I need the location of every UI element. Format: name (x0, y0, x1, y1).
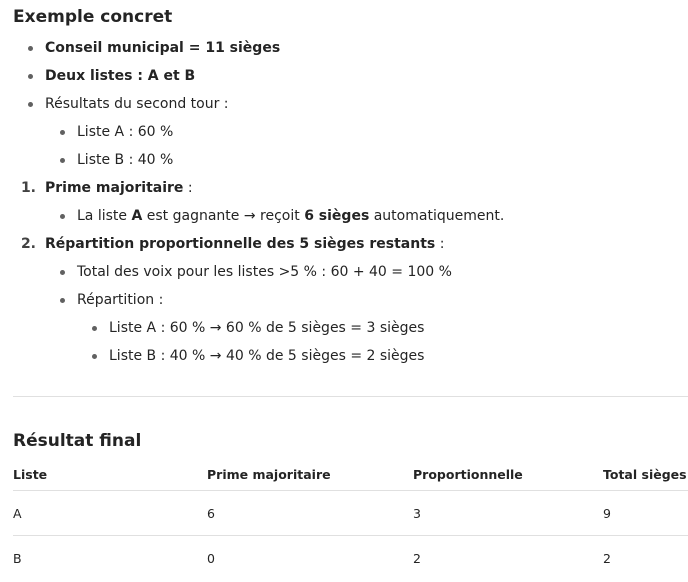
text-bold-list-a: A (131, 208, 143, 224)
text-segment: est gagnante → reçoit (142, 208, 305, 224)
item-list-b: Liste B : 40 % (77, 152, 174, 168)
table-header-proportional: Proportionnelle (413, 467, 523, 482)
bullet (28, 102, 33, 107)
table-row-rule (13, 535, 688, 536)
bullet (28, 74, 33, 79)
table-cell-proportional: 3 (413, 506, 421, 521)
step-2-calc-a: Liste A : 60 % → 60 % de 5 sièges = 3 sièges (109, 320, 425, 336)
item-results: Résultats du second tour : (45, 96, 229, 112)
section-title-final: Résultat final (13, 431, 142, 451)
table-cell-proportional: 2 (413, 551, 421, 566)
table-cell-total: 9 (603, 506, 611, 521)
step-2-title: Répartition proportionnelle des 5 sièges restants (45, 236, 436, 252)
step-2-repartition: Répartition : (77, 292, 164, 308)
text-segment: La liste (77, 208, 132, 224)
table-cell-list: A (13, 506, 22, 521)
item-lists: Deux listes : A et B (45, 68, 196, 84)
table-cell-bonus: 6 (207, 506, 215, 521)
step-1-title: Prime majoritaire (45, 180, 184, 196)
table-header-list: Liste (13, 467, 48, 482)
text-bold-seats: 6 sièges (304, 208, 370, 224)
section-divider (13, 396, 688, 397)
bullet (60, 130, 65, 135)
bullet (60, 214, 65, 219)
item-list-a: Liste A : 60 % (77, 124, 174, 140)
step-1-colon: : (183, 180, 193, 196)
table-cell-list: B (13, 551, 22, 566)
section-title-example: Exemple concret (13, 7, 173, 27)
step-2-heading (45, 234, 444, 254)
step-1-text (77, 206, 504, 226)
step-1-heading (45, 178, 193, 198)
bullet (28, 46, 33, 51)
bullet (92, 354, 97, 359)
bullet (60, 270, 65, 275)
step-number-2: 2. (20, 236, 36, 252)
table-cell-bonus: 0 (207, 551, 215, 566)
bullet (60, 298, 65, 303)
step-2-colon: : (435, 236, 445, 252)
table-header-total: Total sièges (603, 467, 687, 482)
text-segment: automatiquement. (369, 208, 505, 224)
table-header-bonus: Prime majoritaire (207, 467, 331, 482)
step-number-1: 1. (20, 180, 36, 196)
bullet (92, 326, 97, 331)
table-header-rule (13, 490, 688, 491)
step-2-calc-b: Liste B : 40 % → 40 % de 5 sièges = 2 sièges (109, 348, 425, 364)
item-council: Conseil municipal = 11 sièges (45, 40, 281, 56)
table-cell-total: 2 (603, 551, 611, 566)
bullet (60, 158, 65, 163)
step-2-total: Total des voix pour les listes >5 % : 60 + 40 = 100 % (77, 264, 452, 280)
